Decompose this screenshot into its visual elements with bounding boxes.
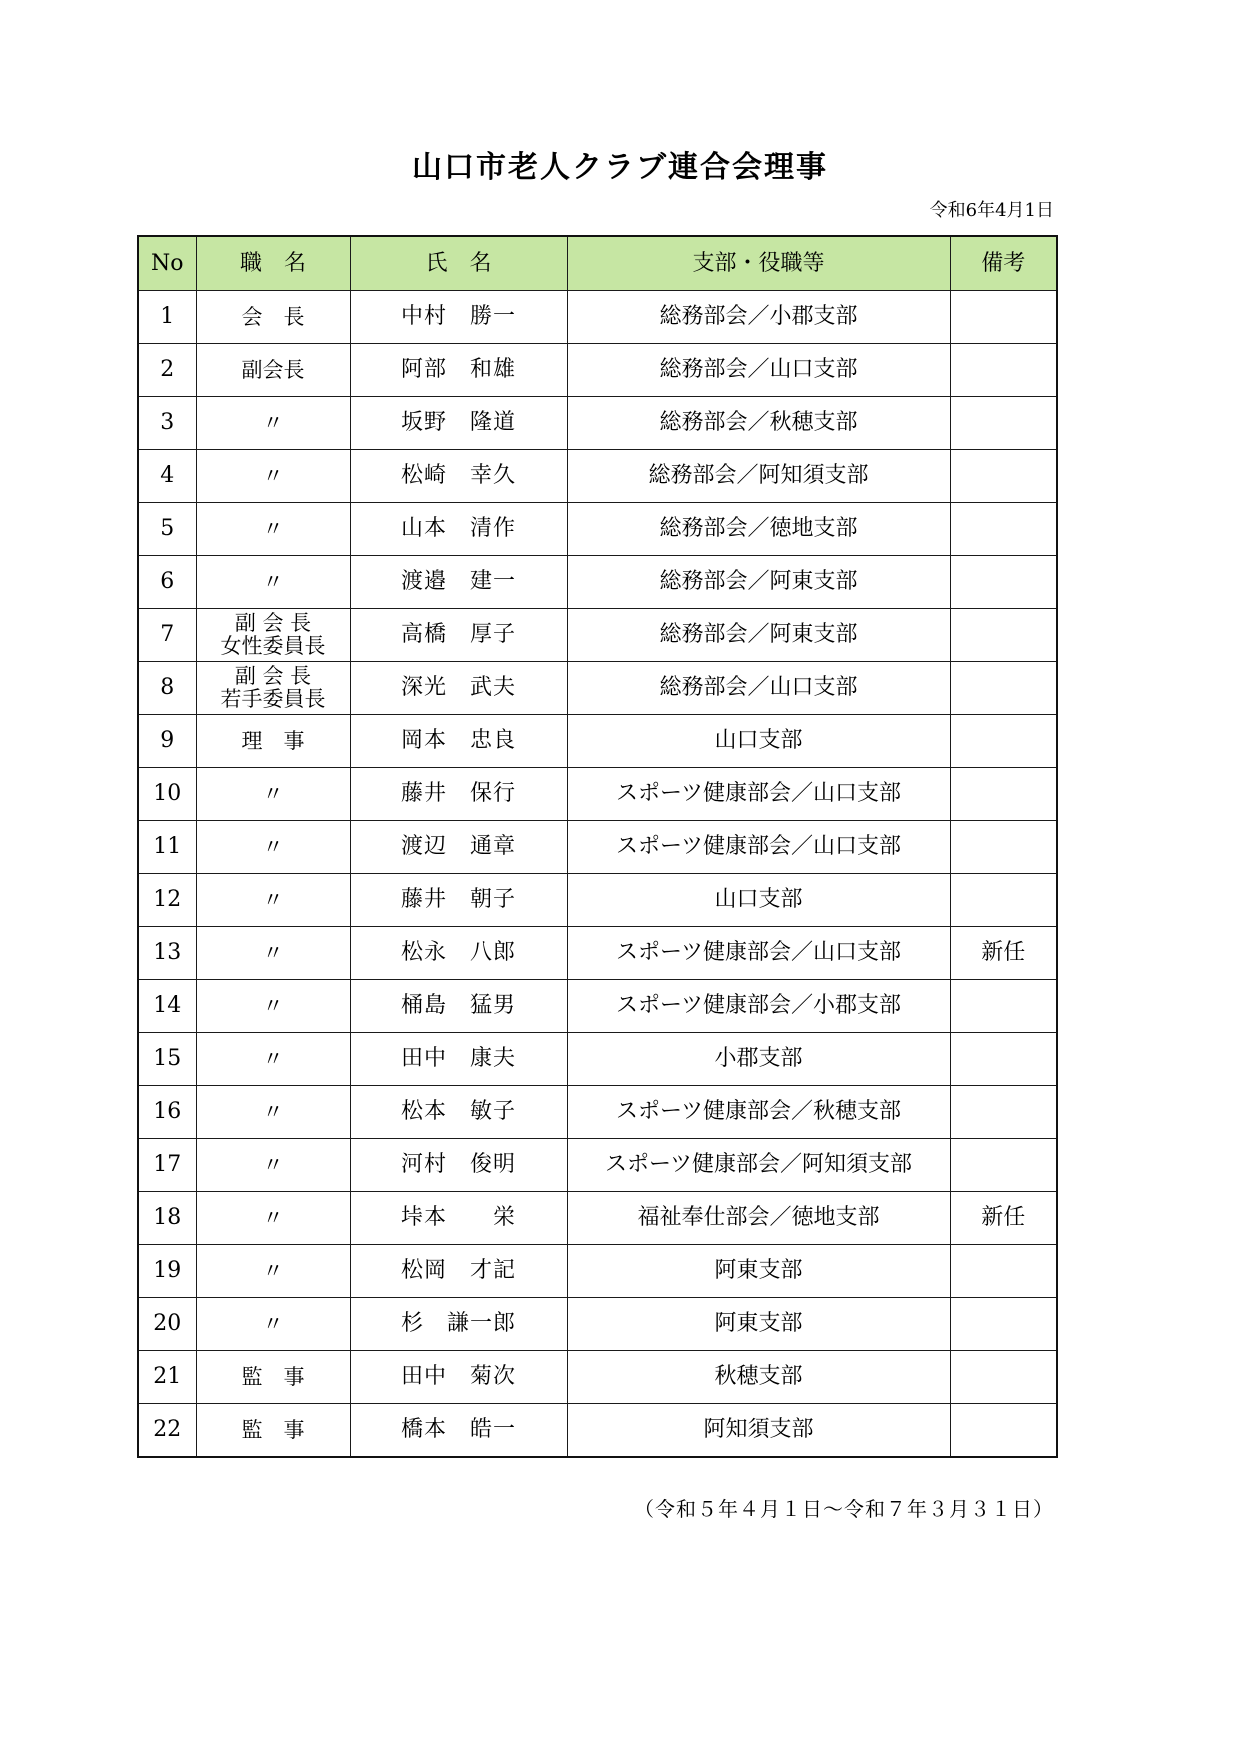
cell-dept: 山口支部 [567, 715, 950, 768]
cell-no: 15 [138, 1033, 196, 1086]
table-row [138, 662, 1057, 715]
cell-name: 杉 謙一郎 [350, 1298, 567, 1351]
table-row [138, 1351, 1057, 1404]
position-line: 〃 [262, 1258, 284, 1283]
cell-position [196, 980, 350, 1033]
cell-no: 18 [138, 1192, 196, 1245]
cell-no: 8 [138, 662, 196, 715]
position-line: 〃 [262, 516, 284, 541]
cell-no: 4 [138, 450, 196, 503]
cell-name: 渡辺 通章 [350, 821, 567, 874]
header-position: 職 名 [196, 236, 350, 291]
header-note: 備考 [950, 236, 1057, 291]
cell-note [950, 1351, 1057, 1404]
cell-position [196, 768, 350, 821]
cell-position [196, 874, 350, 927]
cell-dept: 阿東支部 [567, 1245, 950, 1298]
position-line: 〃 [262, 1046, 284, 1071]
cell-dept: 秋穂支部 [567, 1351, 950, 1404]
cell-note [950, 1245, 1057, 1298]
table-row [138, 927, 1057, 980]
table-row [138, 1086, 1057, 1139]
cell-dept: 総務部会／山口支部 [567, 344, 950, 397]
position-line: 理 事 [241, 728, 305, 753]
cell-name: 中村 勝一 [350, 291, 567, 344]
cell-name: 垰本 栄 [350, 1192, 567, 1245]
position-line: 〃 [262, 781, 284, 806]
cell-no: 9 [138, 715, 196, 768]
table-row [138, 1298, 1057, 1351]
cell-dept: 総務部会／秋穂支部 [567, 397, 950, 450]
table-row [138, 397, 1057, 450]
cell-dept: 総務部会／阿知須支部 [567, 450, 950, 503]
table-row [138, 1033, 1057, 1086]
cell-no: 6 [138, 556, 196, 609]
cell-position [196, 1351, 350, 1404]
table-row [138, 980, 1057, 1033]
cell-name: 松岡 才記 [350, 1245, 567, 1298]
cell-note [950, 715, 1057, 768]
cell-position [196, 556, 350, 609]
cell-position [196, 291, 350, 344]
position-line: 副 会 長 [234, 664, 312, 688]
cell-note [950, 1404, 1057, 1458]
cell-no: 19 [138, 1245, 196, 1298]
cell-note [950, 344, 1057, 397]
cell-no: 10 [138, 768, 196, 821]
position-line: 〃 [262, 1152, 284, 1177]
position-line: 監 事 [241, 1364, 305, 1389]
position-line: 〃 [262, 1099, 284, 1124]
header-dept: 支部・役職等 [567, 236, 950, 291]
position-line: 〃 [262, 993, 284, 1018]
cell-position [196, 397, 350, 450]
position-line: 〃 [262, 834, 284, 859]
cell-note [950, 1086, 1057, 1139]
table-row [138, 609, 1057, 662]
cell-name: 高橋 厚子 [350, 609, 567, 662]
cell-dept: 福祉奉仕部会／徳地支部 [567, 1192, 950, 1245]
cell-name: 橋本 皓一 [350, 1404, 567, 1458]
cell-position [196, 1298, 350, 1351]
cell-name: 田中 菊次 [350, 1351, 567, 1404]
header-no: No [138, 236, 196, 291]
position-line: 会 長 [241, 304, 305, 329]
table-row [138, 768, 1057, 821]
cell-name: 阿部 和雄 [350, 344, 567, 397]
cell-position [196, 1033, 350, 1086]
cell-name: 深光 武夫 [350, 662, 567, 715]
cell-note [950, 450, 1057, 503]
table-row [138, 821, 1057, 874]
position-line: 〃 [262, 940, 284, 965]
cell-no: 16 [138, 1086, 196, 1139]
cell-position [196, 715, 350, 768]
position-line: 〃 [262, 1311, 284, 1336]
cell-note [950, 291, 1057, 344]
cell-name: 田中 康夫 [350, 1033, 567, 1086]
position-line: 〃 [262, 887, 284, 912]
cell-dept: スポーツ健康部会／山口支部 [567, 927, 950, 980]
page-title: 山口市老人クラブ連合会理事 [412, 150, 828, 185]
cell-name: 岡本 忠良 [350, 715, 567, 768]
cell-note [950, 556, 1057, 609]
cell-note [950, 821, 1057, 874]
cell-position [196, 1404, 350, 1458]
cell-name: 藤井 朝子 [350, 874, 567, 927]
cell-position [196, 503, 350, 556]
cell-name: 渡邉 建一 [350, 556, 567, 609]
table-row [138, 1192, 1057, 1245]
cell-name: 松崎 幸久 [350, 450, 567, 503]
cell-note [950, 1298, 1057, 1351]
cell-no: 7 [138, 609, 196, 662]
cell-no: 1 [138, 291, 196, 344]
cell-note [950, 503, 1057, 556]
table-body [138, 291, 1057, 1458]
cell-note [950, 768, 1057, 821]
cell-dept: 小郡支部 [567, 1033, 950, 1086]
cell-dept: 阿東支部 [567, 1298, 950, 1351]
cell-no: 12 [138, 874, 196, 927]
cell-note [950, 397, 1057, 450]
position-line: 〃 [262, 463, 284, 488]
position-line: 副会長 [241, 357, 305, 382]
term-period: （令和５年４月１日～令和７年３月３１日） [634, 1497, 1054, 1521]
cell-position [196, 662, 350, 715]
table-row [138, 291, 1057, 344]
cell-name: 桶島 猛男 [350, 980, 567, 1033]
cell-position [196, 344, 350, 397]
cell-no: 22 [138, 1404, 196, 1458]
position-line: 若手委員長 [220, 687, 326, 711]
cell-dept: 総務部会／阿東支部 [567, 556, 950, 609]
cell-no: 5 [138, 503, 196, 556]
cell-position [196, 609, 350, 662]
header-name: 氏 名 [350, 236, 567, 291]
cell-no: 21 [138, 1351, 196, 1404]
position-line: 副 会 長 [234, 611, 312, 635]
cell-note [950, 1033, 1057, 1086]
cell-note [950, 609, 1057, 662]
cell-no: 13 [138, 927, 196, 980]
cell-no: 17 [138, 1139, 196, 1192]
cell-name: 藤井 保行 [350, 768, 567, 821]
position-line: 〃 [262, 569, 284, 594]
cell-note [950, 980, 1057, 1033]
position-line: 女性委員長 [220, 634, 326, 658]
position-line: 〃 [262, 1205, 284, 1230]
cell-note: 新任 [950, 1192, 1057, 1245]
cell-name: 山本 清作 [350, 503, 567, 556]
cell-dept: スポーツ健康部会／小郡支部 [567, 980, 950, 1033]
cell-dept: スポーツ健康部会／阿知須支部 [567, 1139, 950, 1192]
cell-dept: スポーツ健康部会／山口支部 [567, 821, 950, 874]
cell-dept: スポーツ健康部会／山口支部 [567, 768, 950, 821]
cell-name: 河村 俊明 [350, 1139, 567, 1192]
table-row [138, 503, 1057, 556]
cell-position [196, 450, 350, 503]
table-row [138, 344, 1057, 397]
cell-note [950, 662, 1057, 715]
table-header-row [138, 236, 1057, 291]
cell-no: 20 [138, 1298, 196, 1351]
cell-dept: 山口支部 [567, 874, 950, 927]
cell-dept: 総務部会／山口支部 [567, 662, 950, 715]
table-row [138, 1245, 1057, 1298]
cell-position [196, 1086, 350, 1139]
position-line: 〃 [262, 410, 284, 435]
cell-position [196, 1192, 350, 1245]
cell-position [196, 1139, 350, 1192]
cell-name: 坂野 隆道 [350, 397, 567, 450]
table-row [138, 1404, 1057, 1458]
position-line: 監 事 [241, 1417, 305, 1442]
cell-dept: 総務部会／小郡支部 [567, 291, 950, 344]
cell-position [196, 927, 350, 980]
table-row [138, 715, 1057, 768]
cell-no: 2 [138, 344, 196, 397]
cell-note [950, 1139, 1057, 1192]
cell-no: 11 [138, 821, 196, 874]
cell-dept: スポーツ健康部会／秋穂支部 [567, 1086, 950, 1139]
cell-position [196, 821, 350, 874]
cell-note [950, 874, 1057, 927]
table-row [138, 556, 1057, 609]
cell-name: 松本 敏子 [350, 1086, 567, 1139]
cell-dept: 総務部会／阿東支部 [567, 609, 950, 662]
table-row [138, 1139, 1057, 1192]
cell-dept: 総務部会／徳地支部 [567, 503, 950, 556]
cell-name: 松永 八郎 [350, 927, 567, 980]
directors-table [137, 235, 1058, 1458]
cell-dept: 阿知須支部 [567, 1404, 950, 1458]
table-row [138, 450, 1057, 503]
table-row [138, 874, 1057, 927]
cell-no: 14 [138, 980, 196, 1033]
cell-position [196, 1245, 350, 1298]
document-date: 令和6年4月1日 [929, 200, 1054, 221]
cell-no: 3 [138, 397, 196, 450]
cell-note: 新任 [950, 927, 1057, 980]
